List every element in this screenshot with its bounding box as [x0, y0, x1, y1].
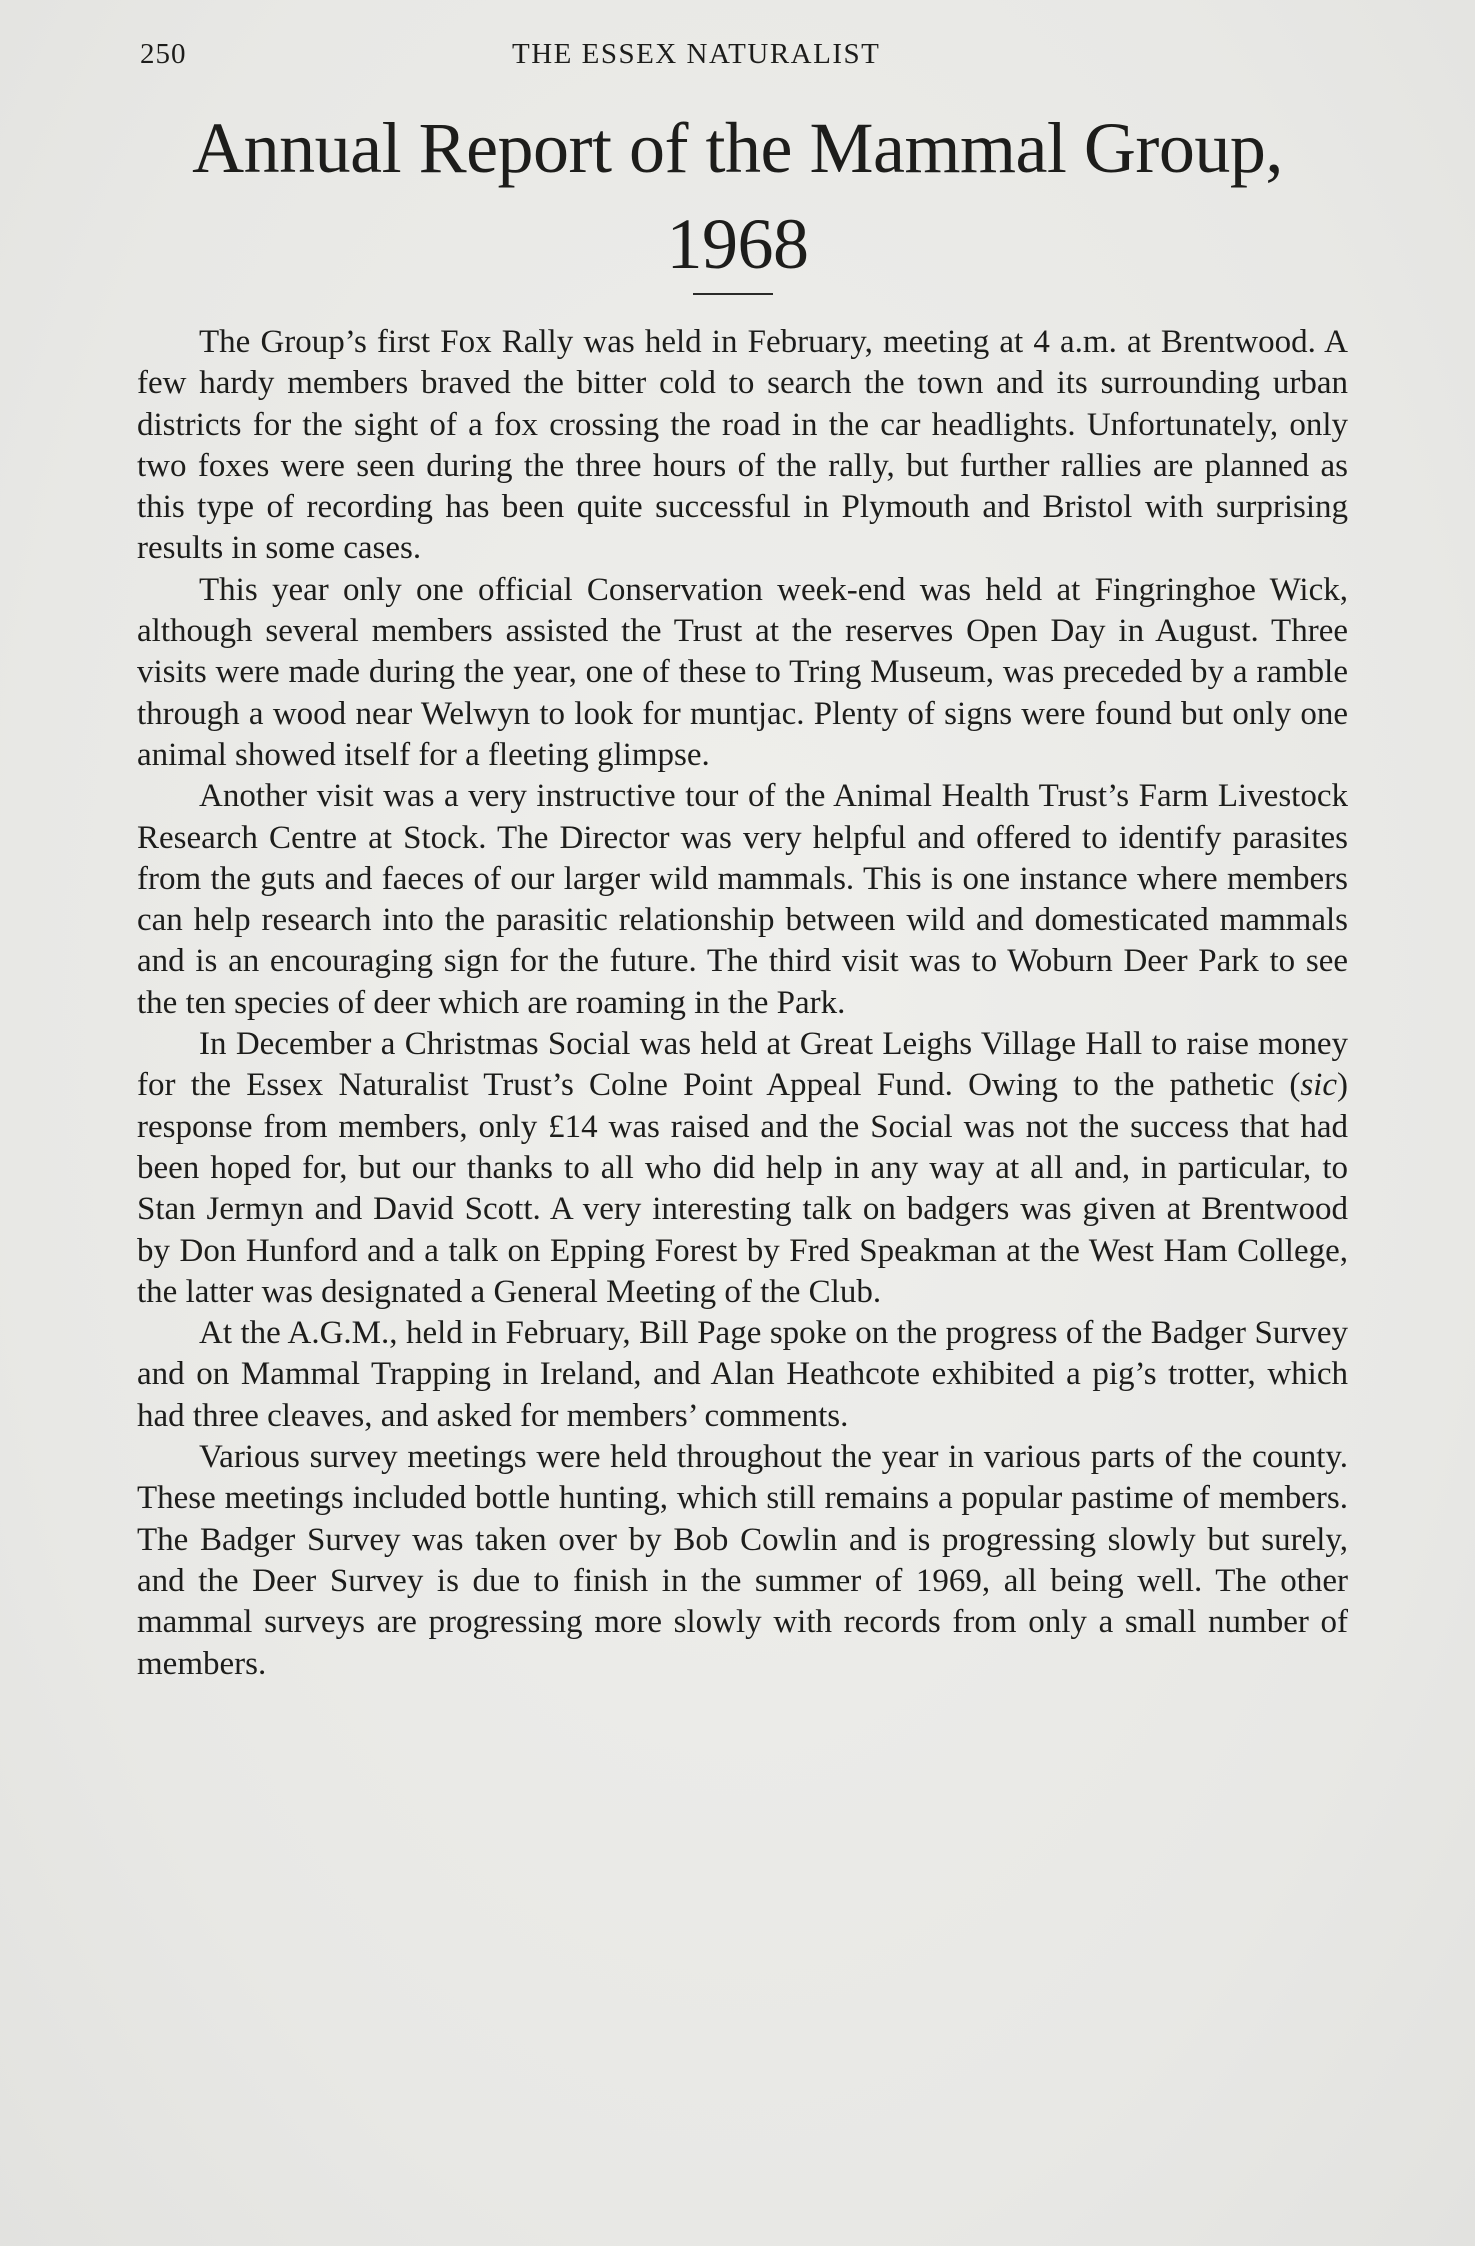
paragraph-survey-meetings: Various survey meetings were held throughout the year in various parts of the county. These meetings included bottle hunting, which still remains a popular pastime of members. The Badger Survey was taken over by Bob Cowlin and is progressing slowly but surely, and the Deer Survey is due to finish in the summer of 1969, all being well. The other mammal surveys are progressing more slowly with records from only a small number of members.: [137, 1439, 1348, 1682]
running-head: [140, 38, 1340, 78]
paragraph-conservation-weekend: This year only one official Conservation week-end was held at Fingringhoe Wick, although several members assisted the Trust at the reserves Open Day in August. Three visits were made during the year, one of these to Tring Museum, was preceded by a ramble through a wood near Welwyn to look for muntjac. Plenty of signs were found but only one animal showed itself for a fleeting glimpse.: [137, 571, 1348, 773]
article-body: [137, 322, 1348, 1685]
sic-annotation: sic: [1300, 1067, 1337, 1104]
paragraph-animal-health-visit: Another visit was a very instructive tour of the Animal Health Trust’s Farm Livestock Research Centre at Stock. The Director was very helpful and offered to identify parasites from the guts and faeces of our larger wild mammals. This is one instance where members can help research into the parasitic relationship between wild and domesticated mammals and is an encouraging sign for the future. The third visit was to Woburn Deer Park to see the ten species of deer which are roaming in the Park.: [137, 778, 1348, 1021]
paragraph-christmas-social: In December a Christmas Social was held at Great Leighs Village Hall to raise money for the Essex Naturalist Trust’s Colne Point Appeal Fund. Owing to the pathetic (sic) response from members, only £14 was raised and the Social was not the success that had been hoped for, but our thanks to all who did help in any way at all and, in particular, to Stan Jermyn and David Scott. A very interesting talk on badgers was given at Brentwood by Don Hunford and a talk on Epping Forest by Fred Speakman at the West Ham College, the latter was designated a General Meeting of the Club.: [137, 1026, 1348, 1310]
article-title: [100, 100, 1375, 292]
title-divider: [693, 293, 773, 295]
paragraph-agm: At the A.G.M., held in February, Bill Page spoke on the progress of the Badger Survey and on Mammal Trapping in Ireland, and Alan Heathcote exhibited a pig’s trotter, which had three cleaves, and asked for members’ comments.: [137, 1315, 1348, 1434]
article-title-year: 1968: [666, 204, 809, 284]
page-number: 250: [140, 38, 187, 70]
journal-title: THE ESSEX NATURALIST: [512, 38, 881, 70]
article-title-line-1: Annual Report of the Mammal Group,: [192, 108, 1283, 188]
paragraph-fox-rally: The Group’s first Fox Rally was held in February, meeting at 4 a.m. at Brentwood. A few hardy members braved the bitter cold to search the town and its surrounding urban districts for the sight of a fox crossing the road in the car headlights. Unfortunately, only two foxes were seen during the three hours of the rally, but further rallies are planned as this type of recording has been quite successful in Plymouth and Bristol with surprising results in some cases.: [137, 324, 1348, 567]
